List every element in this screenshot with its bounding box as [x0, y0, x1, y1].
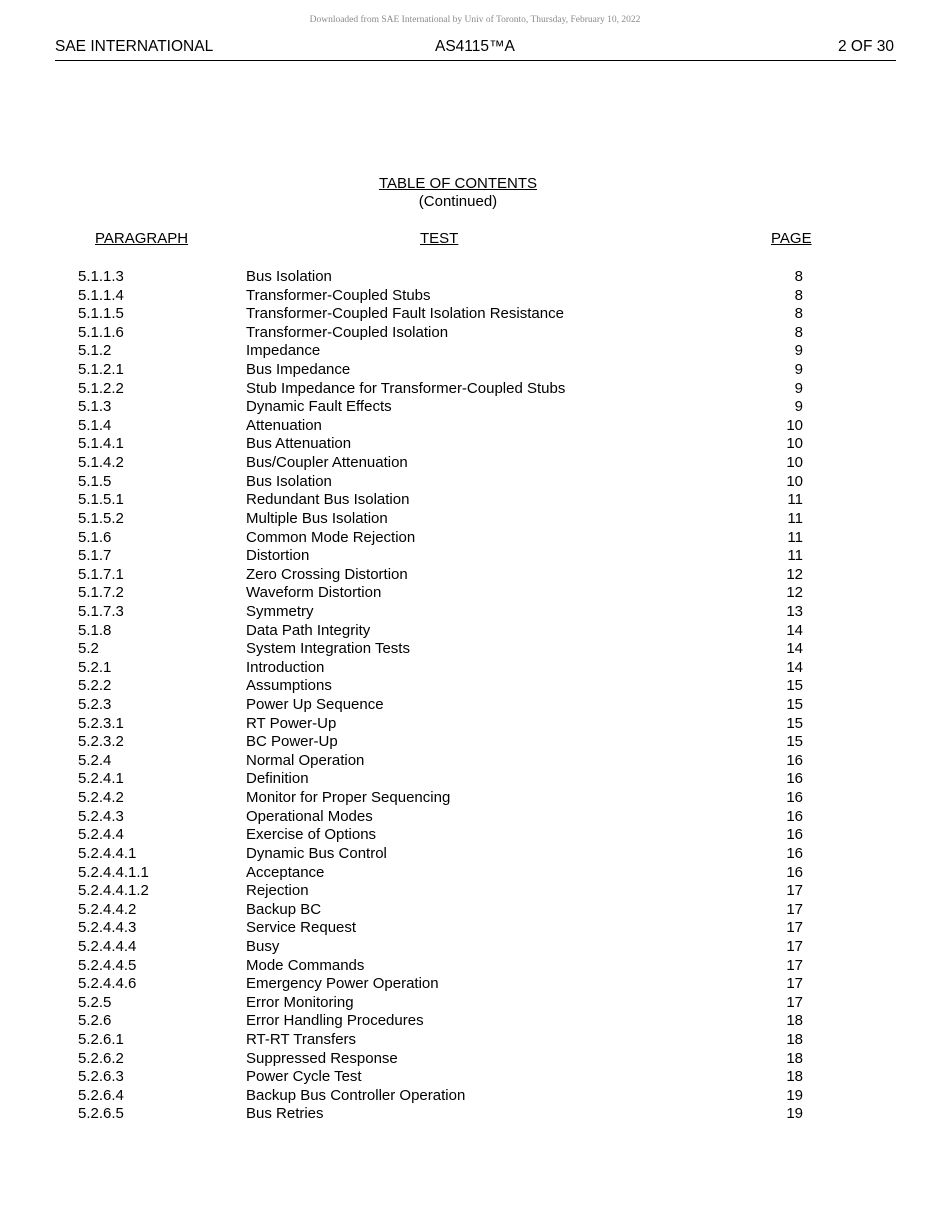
toc-entry-page: 9 — [794, 379, 803, 397]
toc-entry-paragraph: 5.2.2 — [78, 677, 112, 695]
toc-entry-test: Emergency Power Operation — [246, 975, 439, 993]
toc-entry-test: RT Power-Up — [246, 714, 337, 732]
toc-entry — [0, 584, 950, 603]
toc-entry-test: RT-RT Transfers — [246, 1030, 357, 1048]
toc-entries — [0, 268, 950, 1124]
toc-entry — [0, 975, 950, 994]
toc-entry-test: Stub Impedance for Transformer-Coupled Stubs — [246, 379, 566, 397]
toc-entry — [0, 268, 950, 287]
toc-entry-test: Transformer-Coupled Stubs — [246, 286, 431, 304]
toc-entry-test: Common Mode Rejection — [246, 528, 416, 546]
toc-entry-paragraph: 5.2.4.4.1 — [78, 844, 137, 862]
toc-entry-paragraph: 5.1.1.4 — [78, 286, 124, 304]
toc-entry-page: 16 — [786, 826, 803, 844]
toc-entry-test: Bus Attenuation — [246, 435, 352, 453]
toc-entry — [0, 1012, 950, 1031]
toc-entry — [0, 491, 950, 510]
toc-entry-test: Symmetry — [246, 602, 314, 620]
toc-entry — [0, 473, 950, 492]
toc-entry — [0, 864, 950, 883]
toc-entry-page: 17 — [786, 937, 803, 955]
toc-entry-paragraph: 5.1.2 — [78, 342, 112, 360]
toc-entry-paragraph: 5.1.8 — [78, 621, 112, 639]
toc-entry-page: 18 — [786, 1049, 803, 1067]
toc-entry-paragraph: 5.1.1.3 — [78, 268, 124, 285]
toc-entry — [0, 1031, 950, 1050]
toc-entry — [0, 696, 950, 715]
toc-entry-paragraph: 5.2.4.1 — [78, 770, 124, 788]
toc-entry-test: Monitor for Proper Sequencing — [246, 789, 451, 807]
toc-entry-paragraph: 5.2.4.4.5 — [78, 956, 137, 974]
toc-entry-page: 10 — [786, 435, 803, 453]
toc-entry-paragraph: 5.1.4 — [78, 416, 112, 434]
header-page-indicator: 2 OF 30 — [838, 38, 894, 55]
toc-entry — [0, 435, 950, 454]
toc-entry-test: Bus Isolation — [246, 472, 332, 490]
toc-entry-page: 19 — [786, 1105, 803, 1123]
toc-entry-test: Dynamic Fault Effects — [246, 398, 392, 416]
toc-entry — [0, 640, 950, 659]
toc-entry-page: 8 — [794, 305, 803, 323]
toc-entry-test: Rejection — [246, 882, 309, 900]
toc-entry — [0, 938, 950, 957]
toc-entry-page: 17 — [786, 975, 803, 993]
toc-entry-page: 17 — [786, 919, 803, 937]
toc-entry-test: Redundant Bus Isolation — [246, 491, 410, 509]
toc-entry-page: 11 — [787, 547, 803, 565]
toc-entry-page: 18 — [786, 1030, 803, 1048]
toc-entry — [0, 752, 950, 771]
toc-entry-paragraph: 5.2.3.1 — [78, 714, 124, 732]
column-header-test: TEST — [420, 230, 459, 247]
toc-title-block — [0, 175, 916, 211]
toc-entry — [0, 901, 950, 920]
toc-entry — [0, 417, 950, 436]
toc-entry-test: Attenuation — [246, 416, 322, 434]
toc-entry — [0, 882, 950, 901]
toc-entry-paragraph: 5.1.7.1 — [78, 565, 124, 583]
toc-entry-test: Impedance — [246, 342, 321, 360]
toc-entry-test: Assumptions — [246, 677, 332, 695]
toc-entry-paragraph: 5.1.7 — [78, 547, 112, 565]
toc-entry — [0, 603, 950, 622]
toc-entry-test: Zero Crossing Distortion — [246, 565, 408, 583]
toc-entry-page: 9 — [794, 398, 803, 416]
toc-entry — [0, 659, 950, 678]
toc-entry-page: 19 — [786, 1086, 803, 1104]
toc-entry — [0, 733, 950, 752]
toc-entry-paragraph: 5.1.7.2 — [78, 584, 124, 602]
toc-entry-test: Mode Commands — [246, 956, 365, 974]
toc-entry-page: 16 — [786, 789, 803, 807]
download-watermark: Downloaded from SAE International by Univ of Toronto, Thursday, February 10, 2022 — [309, 15, 641, 25]
toc-entry-page: 9 — [794, 361, 803, 379]
toc-entry-page: 17 — [786, 900, 803, 918]
toc-entry-paragraph: 5.2.4.4.2 — [78, 900, 137, 918]
toc-entry-test: Bus/Coupler Attenuation — [246, 454, 408, 472]
toc-entry-paragraph: 5.2.3.2 — [78, 733, 124, 751]
toc-entry — [0, 957, 950, 976]
header-organization: SAE INTERNATIONAL — [55, 38, 214, 55]
toc-entry-paragraph: 5.2.6.3 — [78, 1068, 124, 1086]
toc-entry-page: 8 — [794, 323, 803, 341]
toc-entry — [0, 380, 950, 399]
toc-entry-page: 10 — [786, 472, 803, 490]
toc-entry-test: Power Cycle Test — [246, 1068, 362, 1086]
toc-entry-paragraph: 5.2.5 — [78, 993, 112, 1011]
toc-entry-paragraph: 5.2.4.4 — [78, 826, 124, 844]
toc-entry-test: Backup Bus Controller Operation — [246, 1086, 466, 1104]
toc-entry-test: Distortion — [246, 547, 310, 565]
toc-entry-test: Data Path Integrity — [246, 621, 371, 639]
toc-entry-test: Suppressed Response — [246, 1049, 398, 1067]
toc-entry-test: Error Handling Procedures — [246, 1012, 424, 1030]
toc-entry-paragraph: 5.2.6.1 — [78, 1030, 124, 1048]
toc-entry-test: Busy — [246, 937, 280, 955]
toc-entry-page: 16 — [786, 844, 803, 862]
toc-entry-page: 9 — [794, 342, 803, 360]
toc-entry-paragraph: 5.1.4.1 — [78, 435, 124, 453]
toc-entry-test: Dynamic Bus Control — [246, 844, 387, 862]
toc-entry — [0, 454, 950, 473]
toc-entry — [0, 845, 950, 864]
column-header-paragraph: PARAGRAPH — [95, 230, 189, 247]
toc-entry-paragraph: 5.1.1.6 — [78, 323, 124, 341]
toc-entry-paragraph: 5.1.4.2 — [78, 454, 124, 472]
toc-entry — [0, 808, 950, 827]
toc-entry-test: Bus Isolation — [246, 268, 332, 285]
toc-entry — [0, 789, 950, 808]
toc-entry-paragraph: 5.1.7.3 — [78, 602, 124, 620]
toc-entry-paragraph: 5.1.5.1 — [78, 491, 124, 509]
toc-entry-paragraph: 5.1.3 — [78, 398, 112, 416]
toc-entry-page: 13 — [786, 602, 803, 620]
toc-entry-paragraph: 5.2.6 — [78, 1012, 112, 1030]
toc-entry-page: 15 — [786, 677, 803, 695]
toc-entry-page: 10 — [786, 454, 803, 472]
toc-entry-page: 11 — [787, 509, 803, 527]
toc-entry-page: 11 — [787, 528, 803, 546]
toc-entry-test: Transformer-Coupled Isolation — [246, 323, 449, 341]
toc-entry-test: Exercise of Options — [246, 826, 377, 844]
toc-entry-test: Normal Operation — [246, 751, 365, 769]
toc-entry — [0, 622, 950, 641]
toc-entry — [0, 1068, 950, 1087]
toc-entry-page: 8 — [794, 268, 803, 285]
toc-entry-paragraph: 5.1.2.1 — [78, 361, 124, 379]
toc-entry-page: 15 — [786, 733, 803, 751]
toc-entry-paragraph: 5.1.1.5 — [78, 305, 124, 323]
toc-entry — [0, 919, 950, 938]
toc-entry — [0, 547, 950, 566]
toc-entry-paragraph: 5.2.4.4.4 — [78, 937, 137, 955]
toc-entry-page: 14 — [786, 658, 803, 676]
toc-entry-test: Transformer-Coupled Fault Isolation Resistance — [246, 305, 564, 323]
toc-entry-test: Service Request — [246, 919, 357, 937]
toc-entry-paragraph: 5.1.5 — [78, 472, 112, 490]
toc-entry-page: 14 — [786, 621, 803, 639]
page-header — [55, 38, 896, 61]
toc-entry-paragraph: 5.1.5.2 — [78, 509, 124, 527]
toc-entry — [0, 994, 950, 1013]
toc-entry-paragraph: 5.2.6.5 — [78, 1105, 124, 1123]
toc-entry — [0, 529, 950, 548]
toc-entry — [0, 324, 950, 343]
toc-entry-page: 14 — [786, 640, 803, 658]
toc-entry-page: 11 — [787, 491, 803, 509]
toc-entry — [0, 1105, 950, 1124]
toc-entry-test: System Integration Tests — [246, 640, 410, 658]
toc-entry — [0, 566, 950, 585]
toc-entry — [0, 342, 950, 361]
toc-entry-test: Waveform Distortion — [246, 584, 382, 602]
toc-entry-page: 16 — [786, 751, 803, 769]
toc-entry-paragraph: 5.1.2.2 — [78, 379, 124, 397]
toc-entry-page: 16 — [786, 807, 803, 825]
toc-entry-paragraph: 5.2.4.3 — [78, 807, 124, 825]
toc-entry-page: 10 — [786, 416, 803, 434]
toc-subtitle: (Continued) — [418, 193, 498, 210]
toc-entry-page: 8 — [794, 286, 803, 304]
toc-entry-paragraph: 5.2.3 — [78, 696, 112, 714]
toc-entry-page: 15 — [786, 714, 803, 732]
toc-entry-test: Definition — [246, 770, 309, 788]
toc-entry-paragraph: 5.2.1 — [78, 658, 112, 676]
toc-entry — [0, 826, 950, 845]
toc-entry-paragraph: 5.2.4 — [78, 751, 112, 769]
toc-entry-paragraph: 5.2.4.2 — [78, 789, 124, 807]
toc-entry-test: Bus Retries — [246, 1105, 324, 1123]
toc-entry — [0, 398, 950, 417]
header-document-id: AS4115™A — [435, 38, 515, 55]
toc-entry-page: 18 — [786, 1012, 803, 1030]
toc-entry-paragraph: 5.2.4.4.6 — [78, 975, 137, 993]
toc-entry-paragraph: 5.2.4.4.1.1 — [78, 863, 149, 881]
toc-entry-test: Introduction — [246, 658, 325, 676]
toc-entry-page: 18 — [786, 1068, 803, 1086]
toc-entry-test: BC Power-Up — [246, 733, 338, 751]
toc-entry-page: 15 — [786, 696, 803, 714]
toc-entry — [0, 305, 950, 324]
toc-entry-test: Acceptance — [246, 863, 325, 881]
column-header-page: PAGE — [771, 230, 812, 247]
toc-entry — [0, 287, 950, 306]
toc-entry-paragraph: 5.1.6 — [78, 528, 112, 546]
toc-entry-test: Operational Modes — [246, 807, 373, 825]
toc-entry-page: 17 — [786, 882, 803, 900]
toc-entry-page: 17 — [786, 956, 803, 974]
toc-title: TABLE OF CONTENTS — [378, 175, 538, 192]
toc-entry — [0, 715, 950, 734]
toc-entry-page: 16 — [786, 770, 803, 788]
toc-entry — [0, 1050, 950, 1069]
toc-entry-paragraph: 5.2.4.4.3 — [78, 919, 137, 937]
toc-entry-paragraph: 5.2 — [78, 640, 99, 658]
toc-entry-test: Power Up Sequence — [246, 696, 384, 714]
toc-entry-page: 12 — [786, 584, 803, 602]
toc-entry — [0, 1087, 950, 1106]
toc-entry — [0, 677, 950, 696]
toc-entry-test: Bus Impedance — [246, 361, 351, 379]
toc-entry-page: 17 — [786, 993, 803, 1011]
toc-entry-paragraph: 5.2.4.4.1.2 — [78, 882, 149, 900]
toc-entry-test: Error Monitoring — [246, 993, 354, 1011]
toc-entry — [0, 510, 950, 529]
toc-entry-page: 16 — [786, 863, 803, 881]
toc-entry — [0, 770, 950, 789]
toc-entry-test: Backup BC — [246, 900, 322, 918]
toc-entry-paragraph: 5.2.6.2 — [78, 1049, 124, 1067]
toc-entry — [0, 361, 950, 380]
toc-entry-page: 12 — [786, 565, 803, 583]
toc-entry-test: Multiple Bus Isolation — [246, 509, 388, 527]
toc-entry-paragraph: 5.2.6.4 — [78, 1086, 124, 1104]
